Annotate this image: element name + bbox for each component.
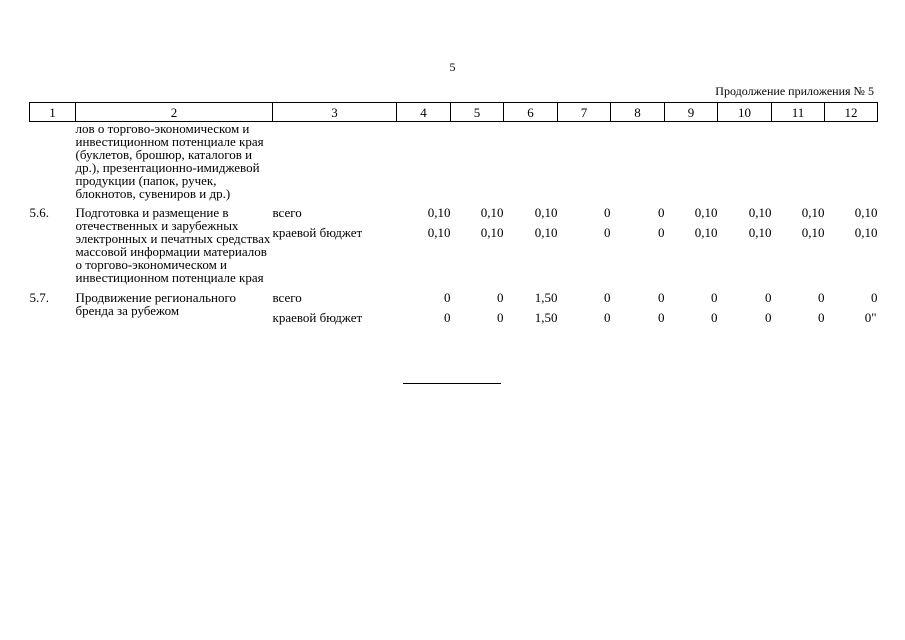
value-cell: 0,10 [694, 205, 718, 220]
value-cell: 0,10 [748, 225, 772, 240]
source-label: краевой бюджет [272, 225, 363, 240]
header-cell: 10 [718, 103, 772, 122]
value-cell: 0 [818, 310, 825, 325]
carry-over-row [30, 122, 878, 207]
header-cell: 9 [665, 103, 718, 122]
table-row [30, 291, 878, 304]
appendix-table [29, 102, 878, 324]
value-cell: 0 [765, 310, 772, 325]
table-header-row [30, 103, 878, 122]
header-cell: 1 [30, 103, 76, 122]
value-cell: 0,10 [480, 205, 504, 220]
value-cell: 0 [604, 310, 611, 325]
value-cell: 0 [765, 290, 772, 305]
source-label: всего [272, 205, 302, 220]
footnote-separator [403, 383, 501, 384]
value-cell: 0 [871, 290, 878, 305]
value-cell: 0 [604, 205, 611, 220]
header-cell: 3 [273, 103, 397, 122]
header-cell: 7 [558, 103, 611, 122]
value-cell: 0,10 [854, 225, 878, 240]
header-cell: 5 [451, 103, 504, 122]
value-cell: 0,10 [854, 205, 878, 220]
value-cell: 1,50 [534, 290, 558, 305]
table-row [30, 206, 878, 219]
value-cell: 0 [444, 310, 451, 325]
value-cell: 0" [864, 310, 877, 325]
source-label: всего [272, 290, 302, 305]
value-cell: 0 [711, 310, 718, 325]
header-cell: 6 [504, 103, 558, 122]
row-number: 5.6. [29, 205, 49, 220]
value-cell: 0,10 [534, 225, 558, 240]
row-name: Подготовка и размещение в отечественных и зарубежных электронных и печатных средствах массовой информации материалов о торгово-экономическом и инвестиционном потенциале края [75, 205, 271, 285]
value-cell: 0,10 [427, 225, 451, 240]
value-cell: 0,10 [427, 205, 451, 220]
value-cell: 0 [818, 290, 825, 305]
value-cell: 0,10 [748, 205, 772, 220]
value-cell: 0 [658, 290, 665, 305]
page-number: 5 [449, 60, 456, 74]
header-cell: 11 [772, 103, 825, 122]
value-cell: 0 [444, 290, 451, 305]
continuation-label: Продолжение приложения № 5 [715, 84, 874, 98]
row-number: 5.7. [29, 290, 49, 305]
header-cell: 8 [611, 103, 665, 122]
row-name: Продвижение регионального бренда за рубежом [75, 290, 237, 318]
value-cell: 0,10 [801, 225, 825, 240]
value-cell: 0 [604, 225, 611, 240]
source-label: краевой бюджет [272, 310, 363, 325]
value-cell: 0 [658, 205, 665, 220]
value-cell: 0 [658, 225, 665, 240]
value-cell: 0,10 [480, 225, 504, 240]
value-cell: 0 [497, 290, 504, 305]
value-cell: 0 [658, 310, 665, 325]
header-cell: 4 [397, 103, 451, 122]
value-cell: 0 [497, 310, 504, 325]
value-cell: 0,10 [534, 205, 558, 220]
value-cell: 1,50 [534, 310, 558, 325]
value-cell: 0,10 [801, 205, 825, 220]
value-cell: 0 [711, 290, 718, 305]
header-cell: 12 [825, 103, 878, 122]
carry-over-text: лов о торгово-экономическом и инвестиционном потенциале края (буклетов, брошюр, каталогов и др.), презентационно-имиджевой продукции (папок, ручек, блокнотов, сувениров и др.) [75, 121, 264, 201]
value-cell: 0,10 [694, 225, 718, 240]
header-cell: 2 [76, 103, 273, 122]
value-cell: 0 [604, 290, 611, 305]
